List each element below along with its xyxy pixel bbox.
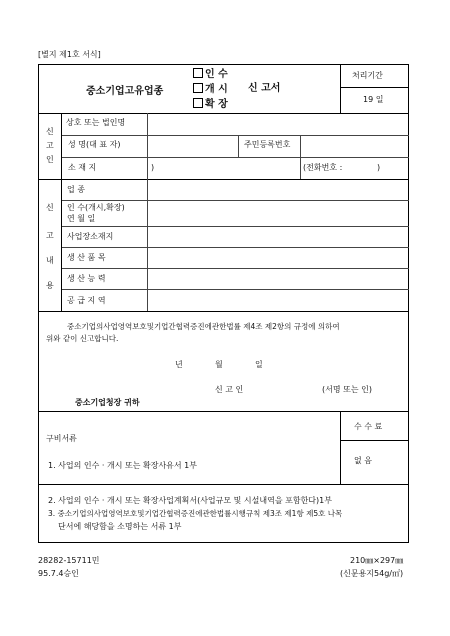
declaration-text-2: 위와 같이 신고합니다. [46, 334, 119, 343]
section-applicant-char-3: 인 [46, 155, 54, 164]
document-item-2: 2. 사업의 인수 · 개시 또는 확장사업계획서(사업규모 및 시설내역을 포함한다)1부 [48, 496, 332, 505]
representative-name-label: 성 명(대 표 자) [68, 140, 121, 149]
rule-report-bottom [38, 311, 409, 312]
address-label: 소 재 지 [68, 163, 97, 172]
capacity-label: 생 산 능 력 [67, 274, 106, 283]
rule-report-5 [61, 289, 409, 290]
rule-processing-left [340, 64, 341, 113]
checkbox-expand[interactable] [193, 98, 203, 108]
checkbox-takeover[interactable] [193, 68, 203, 78]
rule-applicant-bottom [38, 179, 409, 180]
recipient: 중소기업청장 귀하 [75, 398, 140, 407]
resident-number-field[interactable] [302, 137, 407, 155]
rule-label-column [147, 113, 148, 311]
business-site-field[interactable] [150, 228, 407, 245]
rule-report-3 [61, 247, 409, 248]
rule-applicant-2 [61, 157, 409, 158]
rule-declaration-bottom [38, 411, 409, 412]
section-applicant-char-2: 고 [46, 141, 54, 150]
signer-label: 신 고 인 [215, 385, 244, 394]
processing-period-value: 19 일 [363, 95, 384, 104]
form-number: [별지 제1호 서식] [38, 50, 101, 59]
date-day-label: 일 [255, 360, 263, 369]
supply-area-label: 공 급 지 역 [67, 296, 106, 305]
declaration-text-1: 중소기업의사업영역보호및기업간협력증진에관한법률 제4조 제2항의 규정에 의하여 [67, 322, 340, 331]
industry-label: 업 종 [67, 185, 85, 194]
section-report-char-3: 내 [46, 256, 54, 265]
title-option-expand: 확 장 [193, 98, 228, 111]
rule-section-label [61, 113, 62, 311]
rule-processing-mid [340, 87, 409, 88]
signer-field[interactable] [255, 381, 315, 397]
phone-close: ) [377, 163, 381, 172]
supply-area-field[interactable] [150, 291, 407, 309]
fee-label: 수 수 료 [354, 422, 383, 431]
footer-size: 210㎜×297㎜ [350, 556, 404, 565]
signer-note: (서명 또는 인) [322, 385, 372, 394]
section-applicant-char-1: 신 [46, 127, 54, 136]
industry-field[interactable] [150, 181, 407, 198]
footer-approval: 95.7.4승인 [38, 569, 79, 578]
date-label-line2: 연 월 일 [67, 214, 96, 223]
rule-report-1 [61, 200, 409, 201]
processing-period-label: 처리기간 [352, 71, 383, 80]
footer-paper: (신문용지54g/㎡) [340, 569, 404, 578]
representative-name-field[interactable] [150, 137, 236, 155]
company-name-label: 상호 또는 법인명 [66, 118, 126, 127]
documents-title: 구비서류 [46, 434, 77, 443]
document-item-3-line2: 단서에 해당함을 소명하는 서류 1부 [58, 522, 182, 531]
rule-resident-right [300, 135, 301, 157]
section-report-char-1: 신 [46, 203, 54, 212]
address-paren: ) [151, 163, 155, 172]
product-label: 생 산 품 목 [67, 253, 106, 262]
date-label-line1: 인 수(개시,확장) [67, 203, 125, 212]
rule-docs-mid [38, 484, 340, 485]
rule-fee-bottom [340, 484, 409, 485]
date-month-label: 월 [215, 360, 223, 369]
footer-code: 28282-15711민 [38, 556, 100, 565]
rule-report-4 [61, 268, 409, 269]
rule-applicant-1 [61, 135, 409, 136]
rule-title-bottom [38, 113, 409, 114]
rule-report-2 [61, 226, 409, 227]
company-name-field[interactable] [150, 115, 407, 133]
product-field[interactable] [150, 249, 407, 266]
business-site-label: 사업장소재지 [67, 232, 114, 241]
section-report-char-4: 용 [46, 281, 54, 290]
rule-fee-mid [340, 440, 409, 441]
fee-value: 없 음 [354, 456, 372, 465]
address-field[interactable] [158, 159, 298, 177]
date-year-label: 년 [175, 360, 183, 369]
date-field[interactable] [150, 202, 407, 224]
document-item-1: 1. 사업의 인수 · 개시 또는 확장사유서 1부 [48, 461, 197, 470]
title-option-start: 개 시 [193, 83, 228, 96]
section-report-char-2: 고 [46, 231, 54, 240]
rule-fee-left [340, 411, 341, 484]
resident-number-label: 주민등록번호 [244, 140, 291, 149]
rule-phone-left [300, 157, 301, 179]
phone-label: (전화번호 : [303, 163, 343, 172]
checkbox-start[interactable] [193, 83, 203, 93]
document-item-3-line1: 3. 중소기업의사업영역보호및기업간협력증진에관한법률시행규칙 제3조 제1항 제5호 나목 [48, 509, 343, 518]
title-suffix: 신 고서 [248, 83, 281, 94]
rule-resident-left [238, 135, 239, 157]
title-prefix: 중소기업고유업종 [86, 86, 164, 97]
capacity-field[interactable] [150, 270, 407, 287]
title-option-takeover: 인 수 [193, 68, 228, 81]
